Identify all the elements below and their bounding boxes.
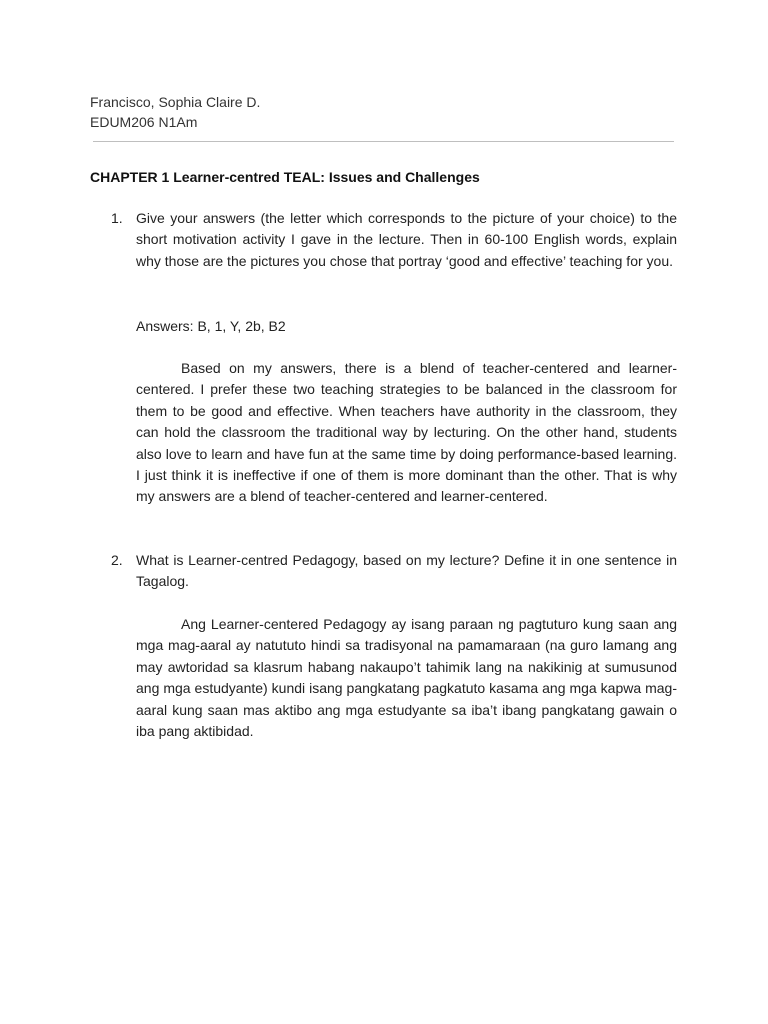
header-divider [93, 141, 674, 142]
course-code: EDUM206 N1Am [90, 114, 198, 130]
question-2-response: Ang Learner-centered Pedagogy ay isang paraan ng pagtuturo kung saan ang mga mag-aaral ay natututo hindi sa tradisyonal na pamamaraan (na guro lamang ang may awtoridad sa klasrum habang nakaupo’t tahimik lang na nakikinig at sumusunod ang mga estudyante) kundi isang pangkatang pagkatuto kasama ang mga kapwa mag-aaral kung saan mas aktibo ang mga estudyante sa iba’t ibang pangkatang gawain o iba pang aktibidad. [136, 616, 677, 740]
chapter-title: CHAPTER 1 Learner-centred TEAL: Issues and Challenges [90, 169, 480, 185]
question-1-number: 1. [111, 210, 123, 226]
question-1-text: Give your answers (the letter which corresponds to the picture of your choice) to the short motivation activity I gave in the lecture. Then in 60-100 English words, explain why those are the pictures you chose that portray ‘good and effective’ teaching for you. [136, 210, 677, 269]
student-name: Francisco, Sophia Claire D. [90, 94, 261, 110]
question-1-answers: Answers: B, 1, Y, 2b, B2 [136, 318, 286, 334]
question-2-text: What is Learner-centred Pedagogy, based on my lecture? Define it in one sentence in Tagalog. [136, 552, 677, 590]
question-1-response: Based on my answers, there is a blend of teacher-centered and learner-centered. I prefer these two teaching strategies to be balanced in the classroom for them to be good and effective. When teachers have authority in the classroom, they can hold the classroom the traditional way by lecturing. On the other hand, students also love to learn and have fun at the same time by doing performance-based learning. I just think it is ineffective if one of them is more dominant than the other. That is why my answers are a blend of teacher-centered and learner-centered. [136, 360, 677, 505]
student-header [90, 92, 260, 132]
question-2-number: 2. [111, 552, 123, 568]
